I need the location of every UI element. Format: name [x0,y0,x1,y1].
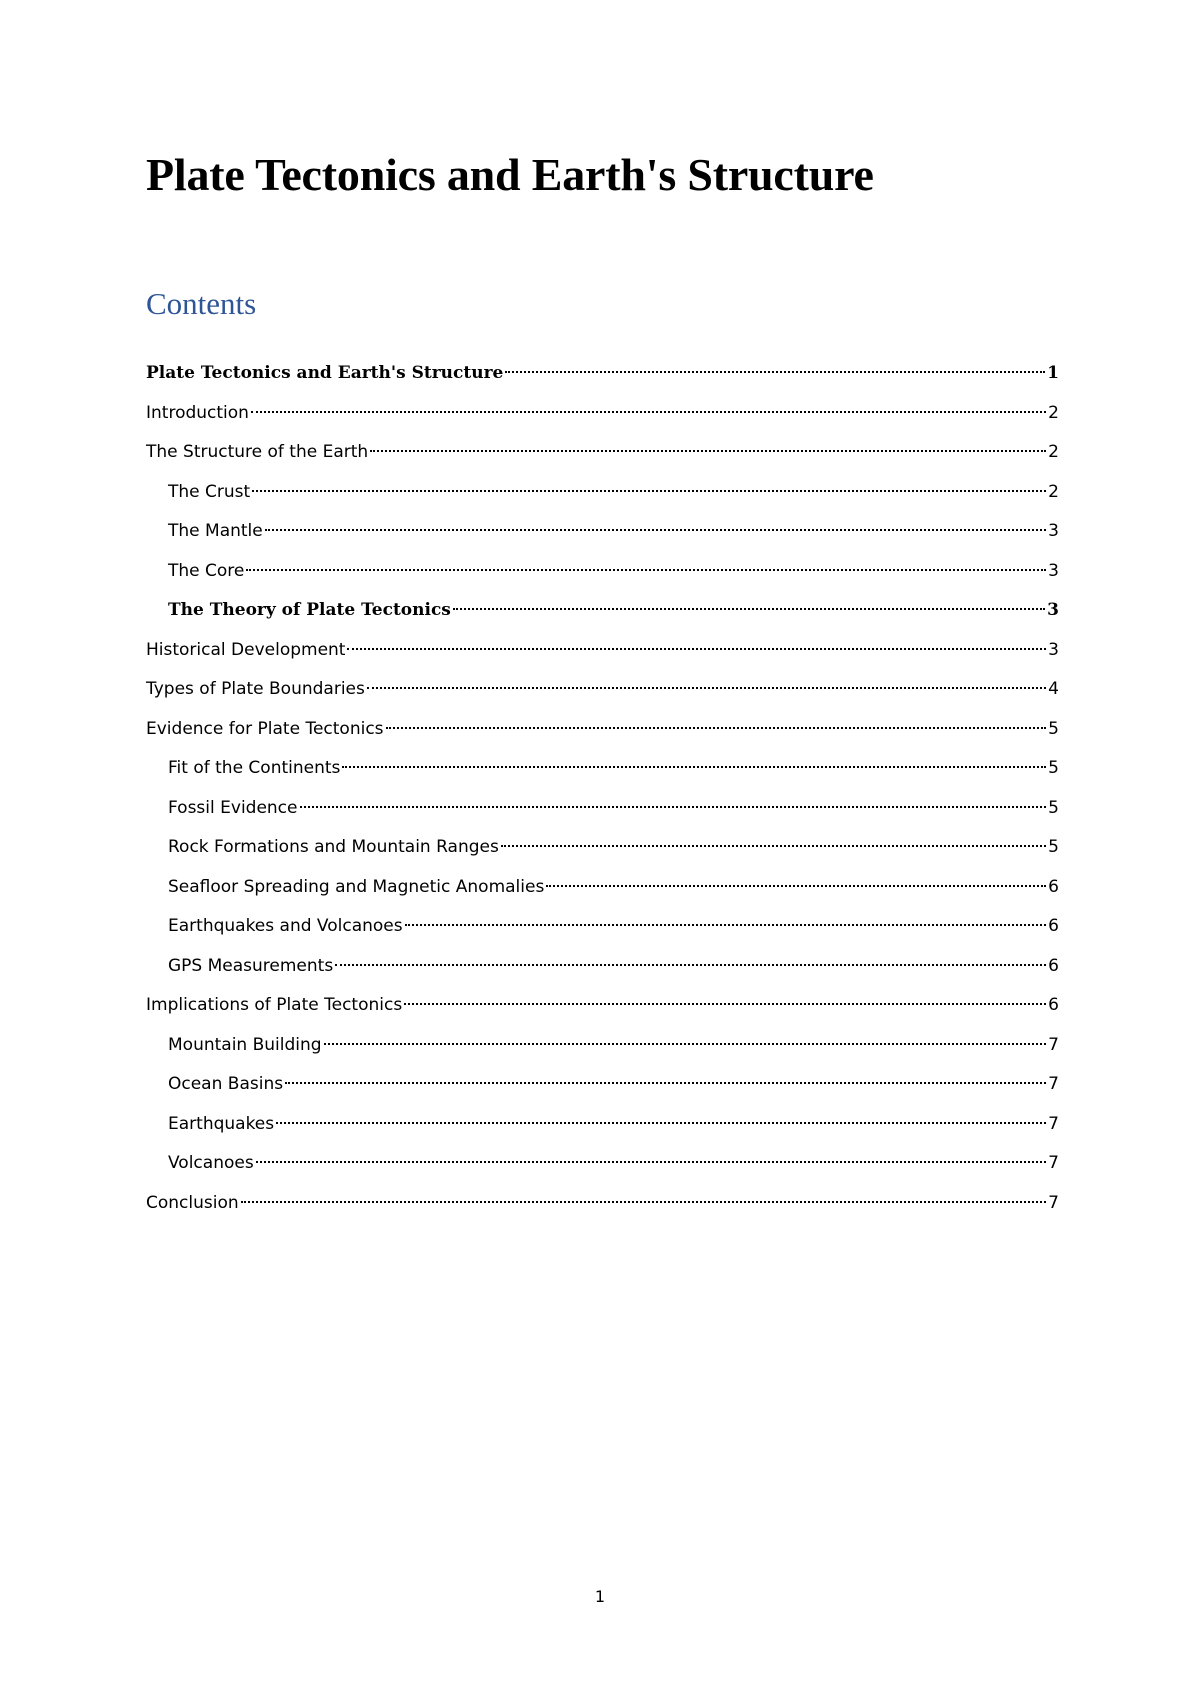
toc-entry-label[interactable]: Implications of Plate Tectonics [146,995,403,1015]
toc-entry-page-number[interactable]: 3 [1048,560,1059,581]
toc-dot-leader [252,490,1046,492]
toc-entry-label[interactable]: Conclusion [146,1192,239,1213]
toc-entry-page-number[interactable]: 6 [1048,955,1059,976]
toc-dot-leader [453,608,1045,610]
toc-entry[interactable] [146,636,1059,676]
toc-entry[interactable] [146,438,1059,478]
toc-dot-leader [251,411,1046,413]
toc-entry[interactable] [146,833,1059,873]
toc-dot-leader [324,1043,1047,1045]
toc-entry[interactable] [146,1149,1059,1189]
toc-entry-label[interactable]: Rock Formations and Mountain Ranges [168,837,499,857]
toc-entry-label[interactable]: The Core [168,560,245,581]
toc-dot-leader [246,569,1046,571]
toc-entry[interactable] [146,517,1059,557]
document-title: Plate Tectonics and Earth's Structure [146,149,874,200]
toc-entry-page-number[interactable]: 1 [1047,363,1059,383]
toc-entry[interactable] [146,596,1059,636]
toc-dot-leader [300,806,1047,808]
toc-entry-label[interactable]: The Mantle [168,521,263,541]
toc-entry-page-number[interactable]: 6 [1048,916,1059,936]
toc-entry-page-number[interactable]: 5 [1048,837,1059,857]
toc-entry-page-number[interactable]: 2 [1048,442,1059,462]
toc-entry-page-number[interactable]: 7 [1048,1192,1059,1213]
toc-entry[interactable] [146,1110,1059,1150]
toc-entry-page-number[interactable]: 3 [1047,600,1059,620]
toc-dot-leader [404,1003,1046,1005]
toc-entry[interactable] [146,873,1059,913]
toc-entry-label[interactable]: GPS Measurements [168,955,334,976]
toc-entry[interactable] [146,359,1059,399]
toc-entry-label[interactable]: Earthquakes [168,1113,275,1134]
toc-dot-leader [347,648,1046,650]
toc-entry-label[interactable]: Earthquakes and Volcanoes [168,916,403,936]
toc-dot-leader [276,1122,1046,1124]
toc-entry[interactable] [146,912,1059,952]
toc-entry-label[interactable]: Seafloor Spreading and Magnetic Anomalies [168,876,545,897]
toc-entry-label[interactable]: The Crust [168,481,251,502]
toc-entry[interactable] [146,754,1059,794]
toc-entry-page-number[interactable]: 6 [1048,876,1059,897]
toc-entry[interactable] [146,478,1059,518]
toc-entry-label[interactable]: Ocean Basins [168,1074,284,1094]
toc-entry[interactable] [146,952,1059,992]
toc-heading: Contents [146,286,257,321]
toc-entry-page-number[interactable]: 2 [1048,481,1059,502]
toc-entry-label[interactable]: Types of Plate Boundaries [146,679,365,699]
toc-entry-label[interactable]: The Structure of the Earth [146,442,369,462]
toc-entry-page-number[interactable]: 7 [1048,1034,1059,1055]
toc-entry-label[interactable]: Historical Development [146,639,346,660]
toc-entry-page-number[interactable]: 3 [1048,639,1059,660]
toc-dot-leader [285,1082,1046,1084]
toc-entry-page-number[interactable]: 7 [1048,1153,1059,1173]
toc-entry-label[interactable]: Volcanoes [168,1153,254,1173]
toc-dot-leader [342,766,1046,768]
toc-entry-page-number[interactable]: 5 [1048,797,1059,818]
toc-entry[interactable] [146,991,1059,1031]
toc-entry[interactable] [146,399,1059,439]
toc-entry-page-number[interactable]: 2 [1048,402,1059,423]
toc-dot-leader [546,885,1046,887]
toc-entry-label[interactable]: Introduction [146,402,249,423]
toc-entry-page-number[interactable]: 5 [1048,718,1059,739]
table-of-contents [146,359,1059,1228]
toc-entry[interactable] [146,1189,1059,1229]
toc-entry-label[interactable]: Fit of the Continents [168,758,341,778]
toc-dot-leader [241,1201,1047,1203]
toc-entry-page-number[interactable]: 4 [1048,679,1059,699]
toc-entry-label[interactable]: The Theory of Plate Tectonics [168,600,451,620]
toc-entry[interactable] [146,1031,1059,1071]
toc-entry[interactable] [146,715,1059,755]
toc-entry[interactable] [146,1070,1059,1110]
toc-dot-leader [265,529,1046,531]
toc-dot-leader [370,450,1046,452]
toc-entry[interactable] [146,557,1059,597]
toc-entry-label[interactable]: Mountain Building [168,1034,322,1055]
toc-entry-label[interactable]: Fossil Evidence [168,797,298,818]
toc-entry-page-number[interactable]: 6 [1048,995,1059,1015]
toc-dot-leader [505,371,1045,373]
toc-dot-leader [335,964,1046,966]
page-number: 1 [594,1587,606,1606]
toc-dot-leader [367,687,1046,689]
toc-entry-page-number[interactable]: 7 [1048,1113,1059,1134]
toc-entry-page-number[interactable]: 7 [1048,1074,1059,1094]
toc-entry-label[interactable]: Evidence for Plate Tectonics [146,718,384,739]
toc-entry[interactable] [146,794,1059,834]
toc-entry-page-number[interactable]: 3 [1048,521,1059,541]
toc-entry-page-number[interactable]: 5 [1048,758,1059,778]
toc-entry[interactable] [146,675,1059,715]
toc-dot-leader [501,845,1046,847]
toc-dot-leader [256,1161,1046,1163]
toc-dot-leader [386,727,1047,729]
toc-entry-label[interactable]: Plate Tectonics and Earth's Structure [146,363,504,383]
toc-dot-leader [405,924,1047,926]
